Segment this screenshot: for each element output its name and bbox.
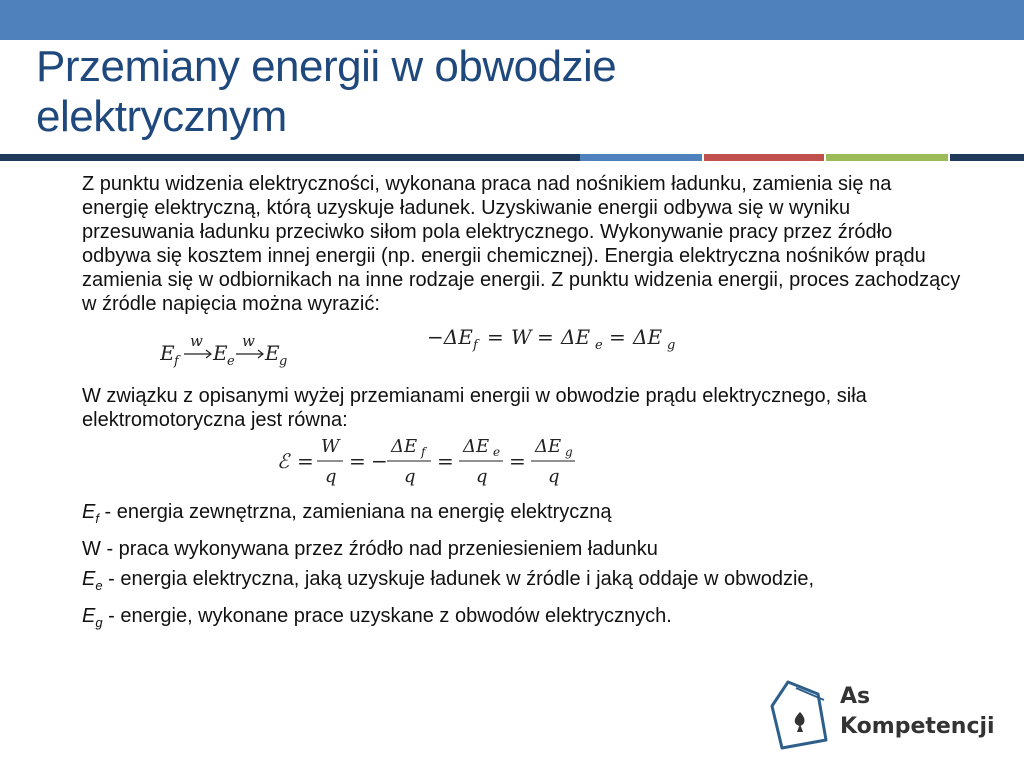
as-kompetencji-logo bbox=[766, 676, 1011, 756]
emf-num-sub-e: e bbox=[493, 445, 501, 459]
emf-num-dEe: ΔE bbox=[463, 436, 490, 457]
definition-symbol: W bbox=[82, 538, 101, 560]
chain-E2: E bbox=[213, 341, 228, 365]
title-rule-dark-end bbox=[950, 154, 1024, 161]
emf-den-q3: q bbox=[476, 466, 488, 487]
slide-content bbox=[82, 172, 962, 641]
slide-title-line2: elektrycznym bbox=[36, 92, 287, 141]
definition-symbol: E bbox=[82, 501, 96, 523]
balance-minus-delta-E: −ΔE bbox=[427, 325, 473, 349]
balance-delta-Ee: ΔE bbox=[561, 325, 591, 349]
energy-equations-row bbox=[82, 316, 962, 372]
emf-minus: − bbox=[371, 449, 388, 473]
chain-sub-g: g bbox=[279, 354, 288, 369]
emf-symbol: ℰ bbox=[277, 449, 290, 473]
top-accent-bar bbox=[0, 0, 1024, 40]
balance-sub-e: e bbox=[595, 338, 603, 353]
title-rule-dark bbox=[0, 154, 580, 161]
definition-subscript: f bbox=[95, 511, 99, 526]
definition-symbol: E bbox=[82, 605, 96, 627]
title-rule-red bbox=[704, 154, 824, 161]
definition-text: - energie, wykonane prace uzyskane z obwodów elektrycznych. bbox=[102, 605, 672, 627]
emf-equation-row bbox=[82, 432, 962, 494]
definition-text: - energia zewnętrzna, zamieniana na energię elektryczną bbox=[98, 501, 612, 523]
chain-w1: w bbox=[190, 332, 203, 350]
chain-sub-e: e bbox=[227, 354, 235, 369]
chain-w2: w bbox=[242, 332, 255, 350]
balance-eq-1: = bbox=[487, 325, 504, 349]
emf-num-sub-f: f bbox=[421, 445, 426, 459]
definition-item bbox=[82, 567, 962, 598]
chain-sub-f: f bbox=[174, 354, 179, 369]
definition-symbol: E bbox=[82, 568, 96, 590]
emf-eq-1: = bbox=[297, 449, 314, 473]
title-rule-green bbox=[826, 154, 948, 161]
slide-title-line1: Przemiany energii w obwodzie bbox=[36, 42, 617, 91]
emf-den-q1: q bbox=[325, 466, 337, 487]
emf-den-q2: q bbox=[404, 466, 416, 487]
energy-chain-equation bbox=[160, 316, 300, 372]
balance-eq-3: = bbox=[609, 325, 626, 349]
logo-text-line2: Kompetencji bbox=[840, 714, 995, 739]
emf-eq-3: = bbox=[437, 449, 454, 473]
balance-eq-2: = bbox=[537, 325, 554, 349]
emf-num-dEg: ΔE bbox=[535, 436, 562, 457]
paragraph-energy-intro: Z punktu widzenia elektryczności, wykonana praca nad nośnikiem ładunku, zamienia się na energię elektryczną, którą uzyskuje ładunek. Uzyskiwanie energii odbywa się w wyniku przesuwania ładunku przeciwko siłom pola elektrycznego. Wykonywanie pracy przez źródło odbywa się kosztem innej energii (np. energii chemicznej). Energia elektryczna nośników prądu zamienia się w odbiornikach na inne rodzaje energii. Z punktu widzenia energii, proces zachodzący w źródle napięcia można wyrazić: bbox=[82, 173, 961, 315]
balance-delta-Eg: ΔE bbox=[633, 325, 663, 349]
definition-item bbox=[82, 500, 962, 531]
paragraph-emf-intro: W związku z opisanymi wyżej przemianami energii w obwodzie prądu elektrycznego, siła elektromotoryczna jest równa: bbox=[82, 385, 867, 431]
definition-text: - praca wykonywana przez źródło nad przeniesieniem ładunku bbox=[100, 538, 658, 560]
chain-E3: E bbox=[265, 341, 280, 365]
logo-card-icon bbox=[766, 676, 836, 756]
emf-num-W: W bbox=[321, 436, 340, 457]
logo-text-line1: As bbox=[840, 684, 871, 709]
definition-text: - energia elektryczna, jaką uzyskuje ładunek w źródle i jaką oddaje w obwodzie, bbox=[102, 568, 815, 590]
definition-item bbox=[82, 604, 962, 635]
definition-subscript: e bbox=[95, 578, 103, 593]
balance-W: W bbox=[511, 325, 532, 349]
energy-balance-equation bbox=[427, 316, 697, 356]
emf-num-dEf: ΔE bbox=[391, 436, 418, 457]
definition-item bbox=[82, 537, 962, 561]
emf-eq-2: = bbox=[349, 449, 366, 473]
symbol-definitions bbox=[82, 500, 962, 635]
balance-sub-f: f bbox=[473, 338, 478, 353]
emf-den-q4: q bbox=[548, 466, 560, 487]
chain-E1: E bbox=[160, 341, 175, 365]
emf-eq-4: = bbox=[509, 449, 526, 473]
definition-subscript: g bbox=[95, 615, 103, 630]
balance-sub-g: g bbox=[667, 338, 676, 353]
title-rule-blue bbox=[580, 154, 702, 161]
slide-title bbox=[36, 42, 936, 142]
emf-num-sub-g: g bbox=[565, 445, 573, 459]
emf-equation bbox=[277, 432, 597, 494]
